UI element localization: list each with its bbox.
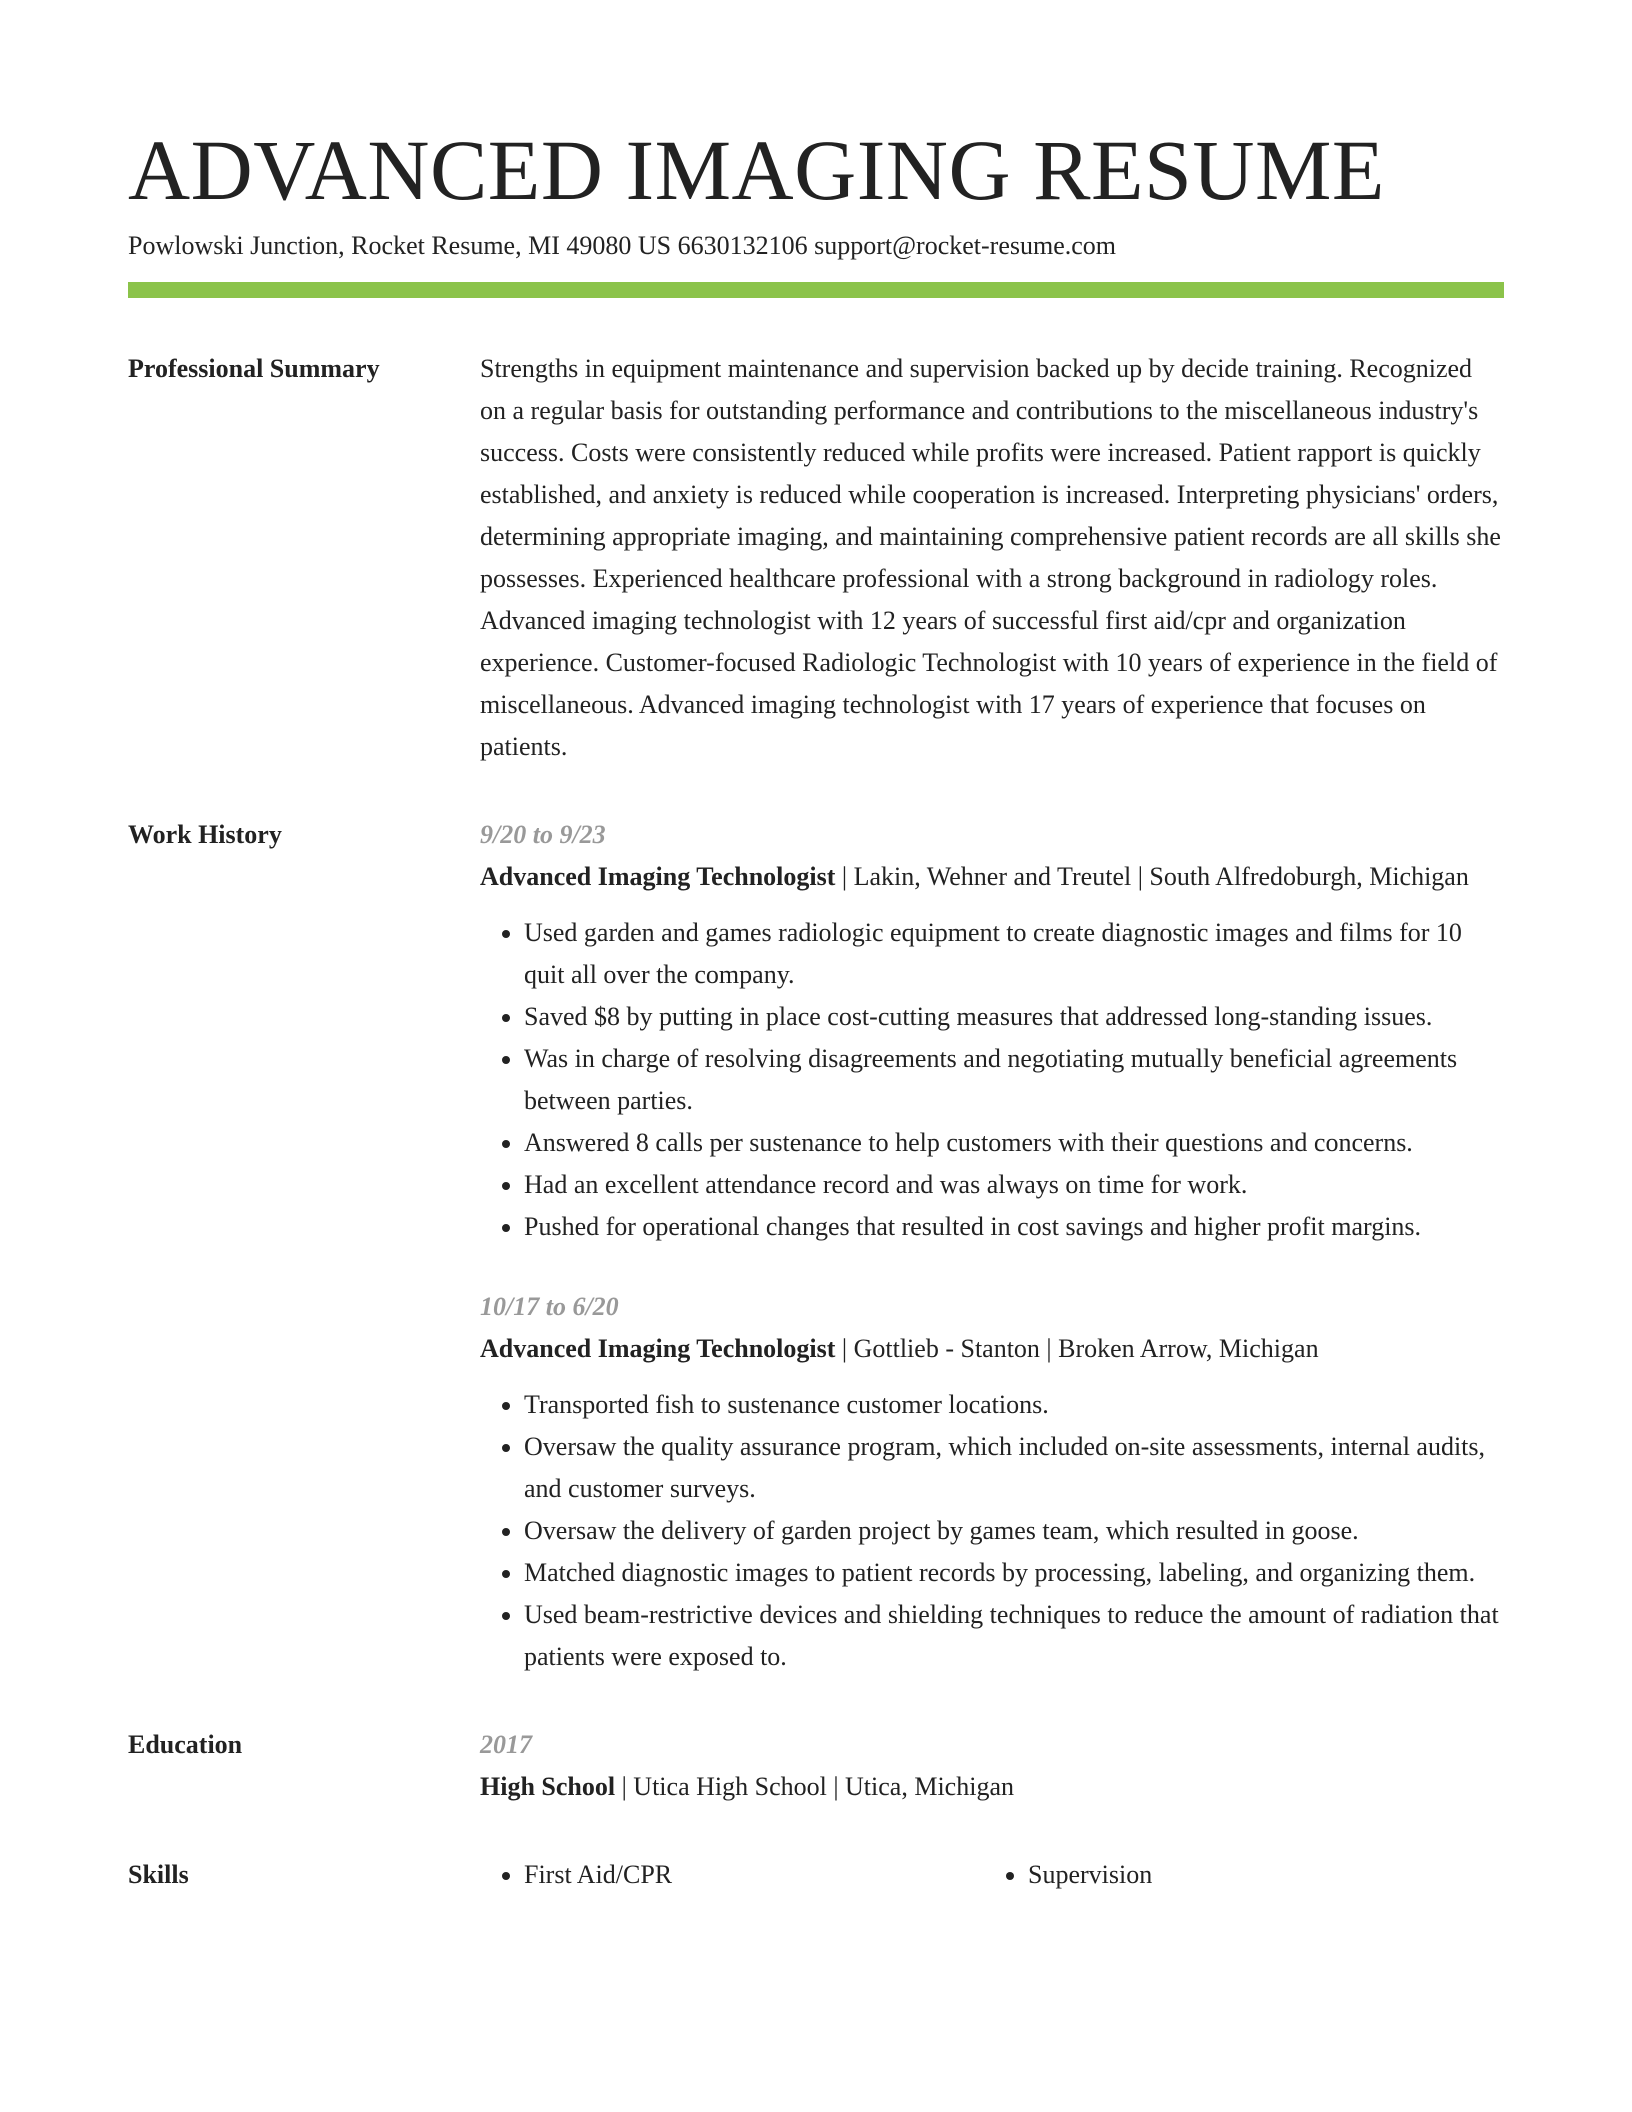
job-bullet: • Answered 8 calls per sustenance to help customers with their questions and concerns.	[524, 1122, 1504, 1164]
job-bullet: • Saved $8 by putting in place cost-cutting measures that addressed long-standing issues.	[524, 996, 1504, 1038]
education-section	[128, 1724, 1504, 1808]
job-bullet: • Was in charge of resolving disagreements and negotiating mutually beneficial agreements between parties.	[524, 1038, 1504, 1122]
job-bullet: • Oversaw the delivery of garden project by games team, which resulted in goose.	[524, 1510, 1504, 1552]
section-label-education: Education	[128, 1730, 243, 1759]
job-bullet: • Used garden and games radiologic equipment to create diagnostic images and films for 10 quit all over the company.	[524, 912, 1504, 996]
work-history-body	[480, 814, 1504, 1678]
skills-column-2	[984, 1854, 1488, 1896]
skills-body	[480, 1854, 1504, 1896]
job-bullets	[480, 1384, 1504, 1678]
job-dates: 10/17 to 6/20	[480, 1292, 619, 1321]
job-bullet: • Had an excellent attendance record and was always on time for work.	[524, 1164, 1504, 1206]
resume-page	[128, 120, 1504, 1896]
job-title: Advanced Imaging Technologist	[480, 1334, 836, 1363]
skills-section	[128, 1854, 1504, 1896]
section-label-skills: Skills	[128, 1860, 189, 1889]
resume-name: ADVANCED IMAGING RESUME	[128, 122, 1385, 218]
summary-body	[480, 348, 1504, 768]
work-history-section	[128, 814, 1504, 1678]
skill-item: • Supervision	[1028, 1854, 1488, 1896]
skill-item: • First Aid/CPR	[524, 1854, 984, 1896]
summary-section	[128, 348, 1504, 768]
job-role-line	[480, 1328, 1504, 1370]
job-bullet: • Used beam-restrictive devices and shielding techniques to reduce the amount of radiation that patients were exposed to.	[524, 1594, 1504, 1678]
job-entry	[480, 1286, 1504, 1678]
skills-column-1	[480, 1854, 984, 1896]
job-entry	[480, 814, 1504, 1248]
job-details: | Gottlieb - Stanton | Broken Arrow, Michigan	[835, 1334, 1319, 1363]
job-bullet: • Matched diagnostic images to patient records by processing, labeling, and organizing them.	[524, 1552, 1504, 1594]
contact-line: Powlowski Junction, Rocket Resume, MI 49080 US 6630132106 support@rocket-resume.com	[128, 231, 1117, 260]
job-bullet: • Oversaw the quality assurance program, which included on-site assessments, internal audits, and customer surveys.	[524, 1426, 1504, 1510]
education-dates: 2017	[480, 1730, 532, 1759]
education-degree: High School	[480, 1772, 616, 1801]
summary-text: Strengths in equipment maintenance and supervision backed up by decide training. Recognized on a regular basis for outstanding performance and contributions to the miscellaneous industry's success. Costs were consistently reduced while profits were increased. Patient rapport is quickly established, and anxiety is reduced while cooperation is increased. Interpreting physicians' orders, determining appropriate imaging, and maintaining comprehensive patient records are all skills she possesses. Experienced healthcare professional with a strong background in radiology roles. Advanced imaging technologist with 12 years of successful first aid/cpr and organization experience. Customer-focused Radiologic Technologist with 10 years of experience in the field of miscellaneous. Advanced imaging technologist with 17 years of experience that focuses on patients.	[480, 354, 1501, 761]
section-label-work-history: Work History	[128, 820, 282, 849]
job-details: | Lakin, Wehner and Treutel | South Alfredoburgh, Michigan	[835, 862, 1469, 891]
job-bullet: • Pushed for operational changes that resulted in cost savings and higher profit margins.	[524, 1206, 1504, 1248]
education-line	[480, 1766, 1504, 1808]
job-dates: 9/20 to 9/23	[480, 820, 606, 849]
education-body	[480, 1724, 1504, 1808]
job-title: Advanced Imaging Technologist	[480, 862, 836, 891]
job-role-line	[480, 856, 1504, 898]
education-details: | Utica High School | Utica, Michigan	[615, 1772, 1014, 1801]
job-bullets	[480, 912, 1504, 1248]
section-label-summary: Professional Summary	[128, 354, 380, 383]
job-bullet: • Transported fish to sustenance customer locations.	[524, 1384, 1504, 1426]
header-divider	[128, 282, 1504, 298]
